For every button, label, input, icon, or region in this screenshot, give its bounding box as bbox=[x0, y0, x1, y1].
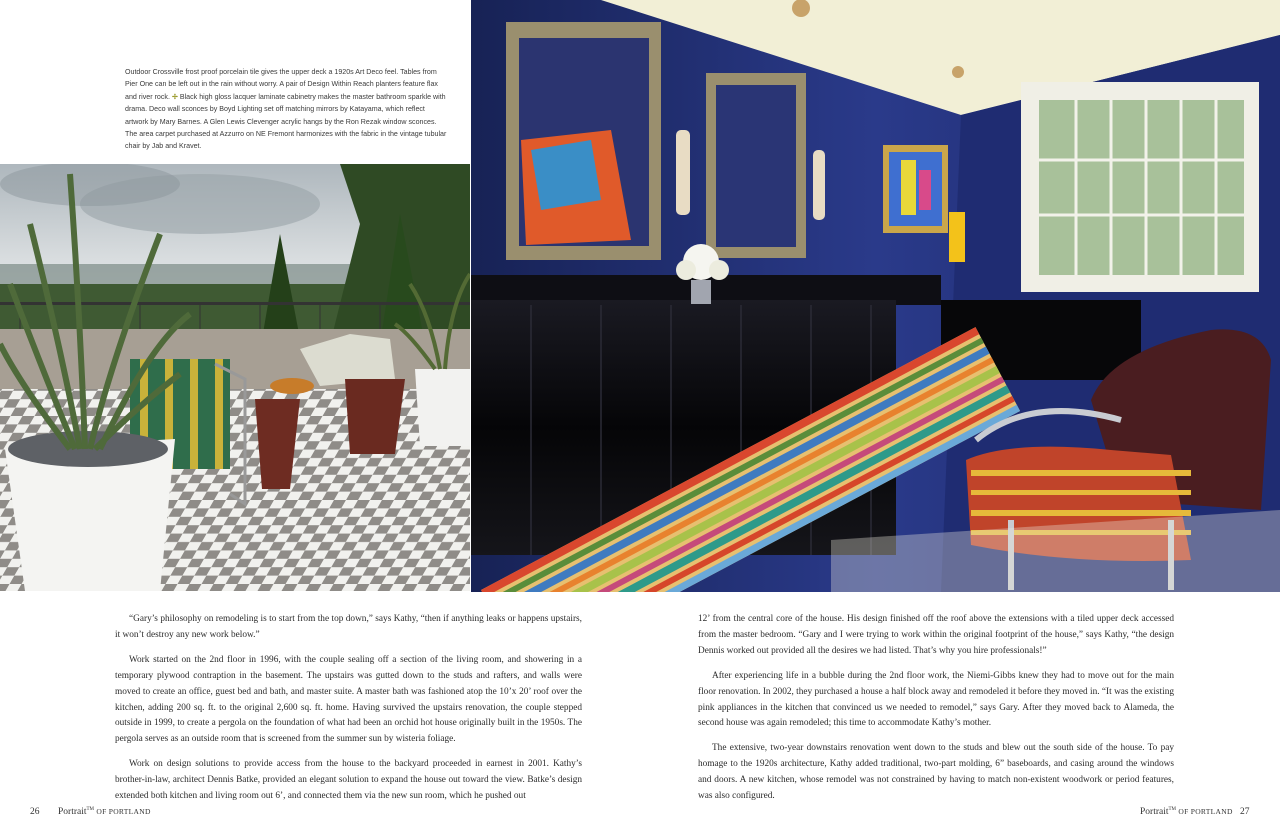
paragraph: Work started on the 2nd floor in 1996, with the couple sealing off a section of the living room, and showering in a temporary plywood contraption in the basement. The upstairs was gutted down to the studs and rafters, and walls were moved to create an office, guest bed and bath, and master suite. A master bath was fashioned atop the 10’x 20’ roof over the kitchen, adding 200 sq. ft. to the original 2,600 sq. ft. home. Having survived the upstairs renovation, the couple stepped outside in 1999, to create a pergola on the foundation of what had been an orchid hot house originally built in the 1950s. The pergola serves as an outside room that is screened from the summer sun by wisteria foliage. bbox=[115, 654, 582, 745]
sconce-right bbox=[813, 150, 825, 220]
sconce-left bbox=[676, 130, 690, 215]
bathroom-scene bbox=[471, 0, 1280, 592]
deck-railing bbox=[0, 302, 470, 305]
photo-caption bbox=[125, 66, 450, 153]
deck-scene bbox=[0, 164, 470, 591]
planter-right bbox=[415, 369, 470, 446]
article-column-right bbox=[698, 612, 1174, 814]
paragraph: “Gary’s philosophy on remodeling is to start from the top down,” says Kathy, “then if anything leaks or happens upstairs, it won’t destroy any new work below.” bbox=[115, 614, 582, 640]
window-view bbox=[1039, 100, 1244, 275]
publication-name-left bbox=[58, 807, 151, 817]
page-number-left: 26 bbox=[30, 807, 40, 817]
pub-trademark: TM bbox=[86, 807, 94, 812]
bathroom-photo bbox=[471, 0, 1280, 592]
caption-deck-text: Outdoor Crossville frost proof porcelain tile gives the upper deck a 1920s Art Deco feel. Tables from Pier One can be left out in the rain without worry. A pair of Design Within Reach planters feature flax and river rock. bbox=[125, 68, 438, 101]
pub-suffix: OF PORTLAND bbox=[1178, 807, 1233, 817]
caption-bath-text: Black high gloss lacquer laminate cabinetry makes the master bathroom sparkle with drama. Deco wall sconces by Boyd Lighting set off matching mirrors by Katayama, which reflect artwork by Mary Barnes. A Glen Lewis Clevenger acrylic hangs by the Ron Rezak window sconces. The area carpet purchased at Azzurro on NE Fremont harmonizes with the fabric in the vintage tubular chair by Jab and Kravet. bbox=[125, 92, 447, 151]
pub-suffix: OF PORTLAND bbox=[96, 807, 151, 817]
paragraph: 12’ from the central core of the house. His design finished off the roof above the extensions with a tiled upper deck accessed from the master bedroom. “Gary and I were trying to work within the original footprint of the house,” says Kathy, “the design Dennis worked out provided all the desires we had listed. That’s why you hire professionals!” bbox=[698, 614, 1174, 656]
pub-name: Portrait bbox=[1140, 807, 1169, 818]
deck-photo bbox=[0, 164, 470, 591]
article-column-left bbox=[115, 612, 582, 814]
paragraph: After experiencing life in a bubble during the 2nd floor work, the Niemi-Gibbs knew they had to move out for the main floor renovation. In 2002, they purchased a house a half block away and remodeled it before they moved in. “It was the existing pink appliances in the kitchen that convinced us we needed to remodel,” says Gary. After they moved back to Alameda, the second house was again remodeled; this time to accommodate Kathy’s mother. bbox=[698, 670, 1174, 729]
caption-separator: ✢ bbox=[171, 92, 178, 101]
publication-name-right bbox=[1140, 807, 1233, 817]
page-number-right: 27 bbox=[1240, 807, 1250, 817]
fruit-bowl bbox=[270, 378, 314, 394]
yellow-vase bbox=[949, 212, 965, 262]
paragraph: The extensive, two-year downstairs renovation went down to the studs and blew out the south side of the house. To pay homage to the 1920s architecture, Kathy added traditional, two-part molding, 6” baseboards, and casing around the windows and doors. A new kitchen, whose remodel was not constrained by having to match non-existent woodwork or period features, was also configured. bbox=[698, 743, 1174, 802]
pub-trademark: TM bbox=[1168, 807, 1176, 812]
side-table-right bbox=[345, 379, 405, 454]
paragraph: Work on design solutions to provide access from the house to the backyard proceeded in earnest in 2001. Kathy’s brother-in-law, architect Dennis Batke, provided an elegant solution to expand the house out toward the view. Batke’s design extended both kitchen and living room out 6’, and connected them via the new sun room, which he pushed out bbox=[115, 759, 582, 802]
river-rocks bbox=[8, 431, 168, 467]
pub-name: Portrait bbox=[58, 807, 87, 818]
